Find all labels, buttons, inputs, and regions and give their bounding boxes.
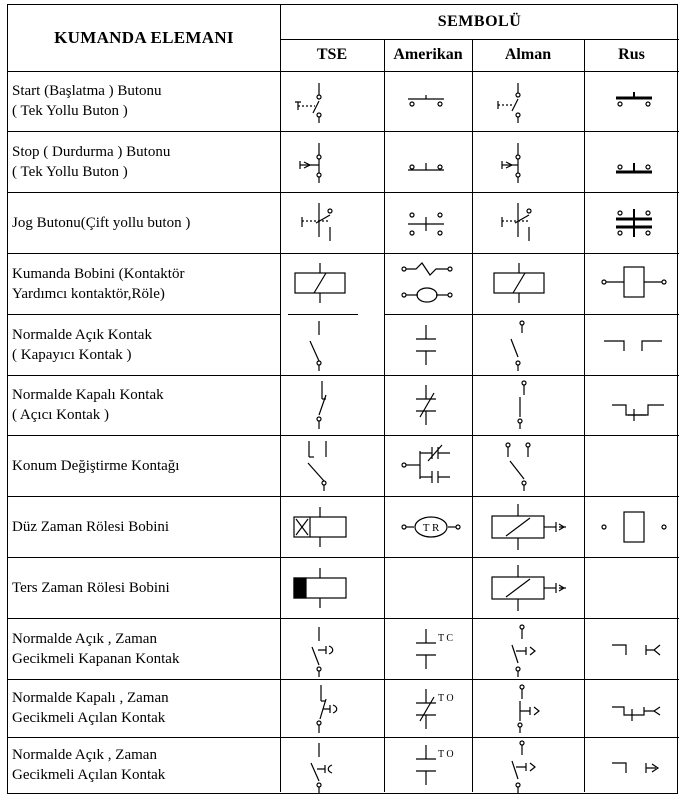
alman-no-contact-icon (511, 321, 524, 371)
alman-off-delay-coil-icon (492, 565, 566, 611)
alman-stop-button-icon (502, 143, 520, 183)
tr-label: T R (422, 522, 440, 534)
rus-no-contact-icon (604, 341, 662, 351)
amerikan-coil-icon (402, 263, 452, 302)
tse-no-contact-icon (310, 321, 321, 371)
row-label-nc-contact: Normalde Kapalı Kontak ( Açıcı Kontak ) (12, 387, 164, 423)
rus-nc-delayed-opening-icon (612, 707, 660, 721)
element-column-header: KUMANDA ELEMANI (54, 28, 234, 47)
alman-on-delay-coil-icon (492, 504, 566, 550)
amerikan-changeover-contact-icon (402, 445, 450, 483)
tse-jog-button-icon (302, 203, 332, 241)
tse-on-delay-coil-icon (294, 507, 346, 547)
to-label-upper: T O (438, 693, 454, 704)
rus-coil-icon (602, 267, 666, 297)
tse-off-delay-coil-icon (294, 568, 346, 608)
symbol-table (7, 4, 678, 794)
amerikan-nc-contact-icon (416, 385, 436, 425)
symbol-group-header: SEMBOLÜ (437, 13, 522, 30)
tse-start-button-icon (295, 83, 321, 123)
row-label-no-delayed-opening: Normalde Açık , Zaman Gecikmeli Açılan Kontak (12, 747, 166, 783)
alman-changeover-contact-icon (506, 443, 530, 491)
symbol-drawings (8, 5, 679, 795)
tse-changeover-contact-icon (308, 441, 326, 491)
alman-no-delayed-opening-icon (512, 741, 535, 793)
alman-nc-delayed-opening-icon (518, 685, 539, 733)
amerikan-jog-button-icon (408, 213, 444, 235)
tse-no-delayed-opening-icon (311, 743, 332, 793)
row-label-control-coil: Kumanda Bobini (Kontaktör Yardımcı kontaktör,Röle) (12, 265, 185, 302)
tse-stop-button-icon (300, 143, 321, 183)
tse-coil-icon (295, 263, 345, 303)
row-label-jog-button: Jog Butonu(Çift yollu buton ) (12, 214, 191, 231)
alman-nc-contact-icon (518, 381, 526, 429)
alman-start-button-icon (498, 83, 520, 123)
rus-start-button-icon (616, 92, 652, 106)
rus-jog-button-icon (616, 209, 652, 237)
amerikan-on-delay-coil-icon (402, 517, 460, 537)
row-label-no-contact: Normalde Açık Kontak ( Kapayıcı Kontak ) (12, 326, 152, 363)
rus-on-delay-coil-icon (602, 512, 666, 542)
amerikan-stop-button-icon (408, 163, 444, 170)
tse-no-delayed-closing-icon (312, 627, 333, 677)
row-label-stop-button: Stop ( Durdurma ) Butonu ( Tek Yollu Buton ) (12, 143, 171, 180)
row-label-off-delay-coil: Ters Zaman Rölesi Bobini (12, 579, 170, 596)
row-label-on-delay-coil: Düz Zaman Rölesi Bobini (12, 518, 170, 535)
rus-no-delayed-closing-icon (612, 645, 660, 655)
row-label-start-button: Start (Başlatma ) Butonu ( Tek Yollu Buton ) (12, 83, 162, 119)
tc-label: T C (438, 633, 454, 644)
row-label-no-delayed-closing: Normalde Açık , Zaman Gecikmeli Kapanan Kontak (12, 630, 180, 667)
alman-no-delayed-closing-icon (512, 625, 535, 677)
to-label-lower: T O (438, 749, 454, 760)
alman-jog-button-icon (502, 203, 531, 241)
amerikan-no-delayed-closing-icon (416, 629, 453, 669)
column-header-amerikan: Amerikan (393, 46, 463, 63)
column-header-rus: Rus (618, 46, 645, 63)
tse-nc-delayed-opening-icon (317, 685, 337, 733)
alman-coil-icon (494, 263, 544, 303)
rus-no-delayed-opening-icon (612, 763, 658, 773)
amerikan-start-button-icon (408, 95, 444, 106)
column-header-alman: Alman (504, 46, 552, 63)
column-header-tse: TSE (316, 46, 348, 63)
rus-nc-contact-icon (612, 405, 664, 421)
row-label-changeover-contact: Konum Değiştirme Kontağı (12, 457, 180, 474)
amerikan-no-delayed-opening-icon (416, 745, 454, 785)
amerikan-no-contact-icon (416, 325, 436, 365)
row-label-nc-delayed-opening: Normalde Kapalı , Zaman Gecikmeli Açılan Kontak (12, 690, 169, 726)
rus-stop-button-icon (616, 163, 652, 172)
amerikan-nc-delayed-opening-icon (416, 689, 454, 729)
tse-nc-contact-icon (317, 381, 326, 429)
